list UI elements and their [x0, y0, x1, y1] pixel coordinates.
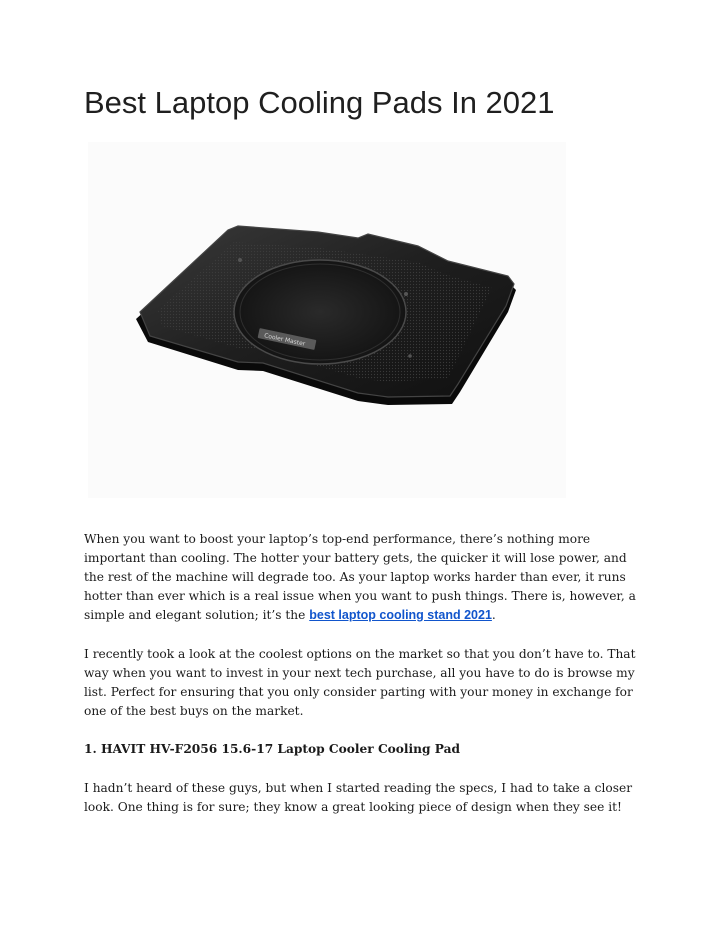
intro-paragraph — [84, 530, 646, 625]
cooling-pad-illustration — [88, 142, 566, 498]
cooling-stand-link[interactable]: best laptop cooling stand 2021 — [309, 608, 492, 622]
brand-plate-text: Cooler Master — [263, 332, 306, 348]
market-paragraph: I recently took a look at the coolest options on the market so that you don’t have to. That way when you want to invest in your next tech purchase, all you have to do is browse my list. Perfect for ensuring that you only consider parting with your money in exchange for one of the best buys on the market. — [84, 647, 636, 718]
product-image — [88, 142, 566, 498]
product-paragraph: I hadn’t heard of these guys, but when I started reading the specs, I had to take a closer look. One thing is for sure; they know a great looking piece of design when they see it! — [84, 781, 633, 814]
product-heading: 1. HAVIT HV-F2056 15.6-17 Laptop Cooler Cooling Pad — [84, 742, 461, 756]
page-title: Best Laptop Cooling Pads In 2021 — [84, 85, 555, 120]
intro-period: . — [491, 608, 496, 622]
intro-text: When you want to boost your laptop’s top-end performance, there’s nothing more important than cooling. The hotter your battery gets, the quicker it will lose power, and the rest of the machine will degrade too. As your laptop works harder than ever, it runs hotter than ever which is a real issue when you want to push things. There is, however, a simple and elegant solution; it’s the — [84, 532, 636, 622]
